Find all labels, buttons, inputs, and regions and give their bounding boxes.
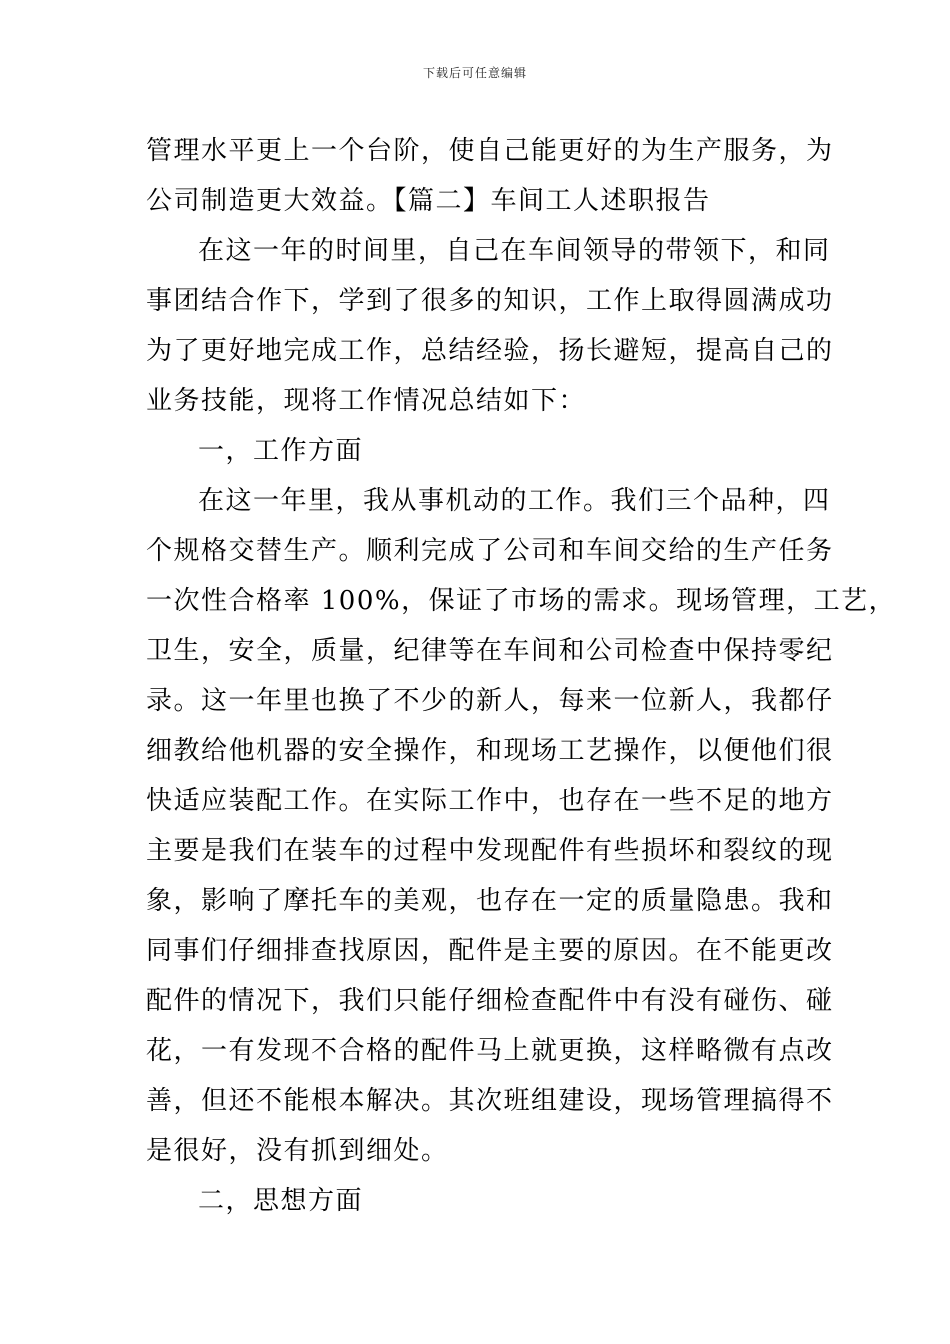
text-line: 事团结合作下，学到了很多的知识，工作上取得圆满成功 [146, 286, 834, 316]
section-heading: 一，工作方面 [198, 436, 364, 466]
text-line: 卫生，安全，质量，纪律等在车间和公司检查中保持零纪 [146, 636, 834, 666]
paragraph-start-line: 在这一年的时间里，自己在车间领导的带领下，和同 [198, 236, 831, 266]
text-line: 业务技能，现将工作情况总结如下： [146, 386, 587, 416]
text-line: 善，但还不能根本解决。其次班组建设，现场管理搞得不 [146, 1086, 834, 1116]
text-line: 公司制造更大效益。【篇二】车间工人述职报告 [146, 186, 711, 216]
text-line: 快适应装配工作。在实际工作中，也存在一些不足的地方 [146, 786, 834, 816]
paragraph-start-line: 在这一年里，我从事机动的工作。我们三个品种，四 [198, 486, 831, 516]
page-header: 下载后可任意编辑 [422, 66, 527, 80]
text-line: 管理水平更上一个台阶，使自己能更好的为生产服务，为 [146, 136, 834, 166]
text-line: 细教给他机器的安全操作，和现场工艺操作，以便他们很 [146, 736, 834, 766]
section-heading: 二，思想方面 [198, 1186, 364, 1216]
text-line: 象，影响了摩托车的美观，也存在一定的质量隐患。我和 [146, 886, 834, 916]
text-line: 是很好，没有抓到细处。 [146, 1136, 449, 1166]
document-body [146, 126, 897, 1226]
text-line: 配件的情况下，我们只能仔细检查配件中有没有碰伤、碰 [146, 986, 834, 1016]
text-line: 个规格交替生产。顺利完成了公司和车间交给的生产任务 [146, 536, 834, 566]
text-line: 录。这一年里也换了不少的新人，每来一位新人，我都仔 [146, 686, 834, 716]
text-line: 一次性合格率 100%，保证了市场的需求。现场管理，工艺， [146, 586, 897, 616]
text-line: 为了更好地完成工作，总结经验，扬长避短，提高自己的 [146, 336, 834, 366]
text-line: 同事们仔细排查找原因，配件是主要的原因。在不能更改 [146, 936, 834, 966]
text-line: 主要是我们在装车的过程中发现配件有些损坏和裂纹的现 [146, 836, 834, 866]
text-line: 花，一有发现不合格的配件马上就更换，这样略微有点改 [146, 1036, 834, 1066]
